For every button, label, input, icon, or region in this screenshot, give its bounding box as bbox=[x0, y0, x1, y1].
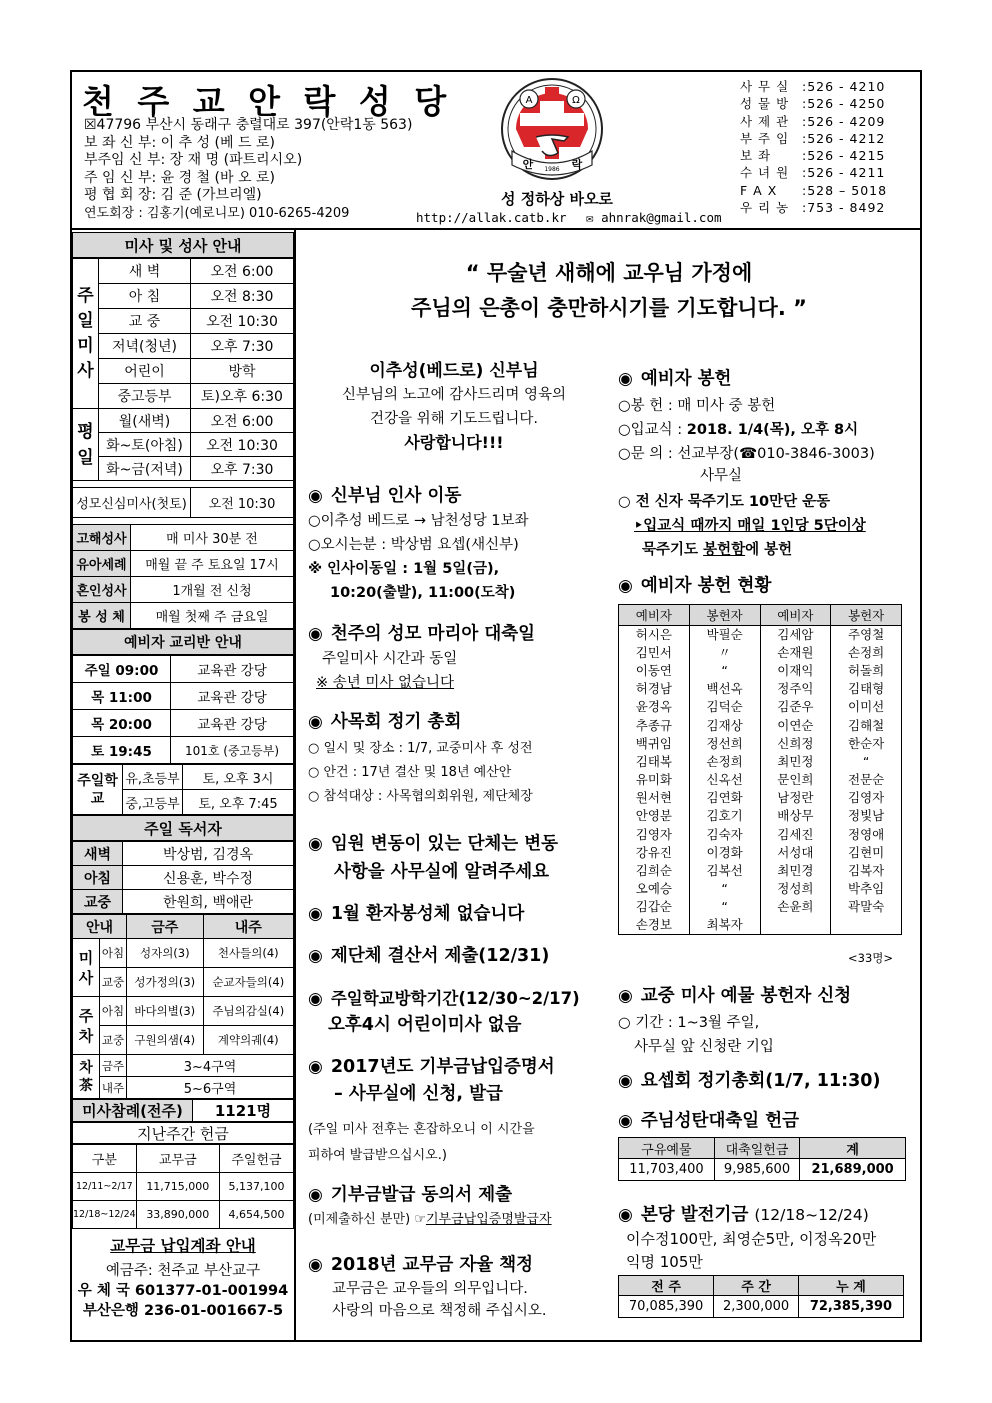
status-cell: 추종규 bbox=[619, 716, 690, 734]
status-cell: 최복자 bbox=[689, 917, 760, 935]
status-cell: 김준우 bbox=[760, 698, 831, 716]
settle-section: ◉ 제단체 결산서 제출(12/31) bbox=[308, 942, 549, 967]
status-cell: 이미선 bbox=[831, 698, 902, 716]
status-cell: 김태형 bbox=[831, 680, 902, 698]
phone-row: 수 녀 원 : 526 - 4211 bbox=[740, 165, 886, 181]
mary-section: ◉ 천주의 성모 마리아 대축일 주일미사 시간과 동일 ※ 송년 미사 없습니다 bbox=[308, 620, 535, 695]
status-cell: 안영분 bbox=[619, 807, 690, 825]
status-row bbox=[619, 735, 902, 753]
status-cell: 허경남 bbox=[619, 680, 690, 698]
status-cell: 정선희 bbox=[689, 735, 760, 753]
school-table: 주일학교 유,초등부 토, 오후 3시 중,고등부 토, 오후 7:45 bbox=[72, 764, 294, 815]
status-cell: 정성희 bbox=[760, 880, 831, 898]
consent-link[interactable]: 기부금납입증명발급자 bbox=[425, 1212, 552, 1227]
status-cell: 손정희 bbox=[831, 644, 902, 662]
xmas-table: 구유예물 대축일헌금 계 11,703,400 9,985,600 21,689,000 bbox=[618, 1137, 906, 1181]
status-row bbox=[619, 807, 902, 825]
council-section: ◉ 사목회 정기 총회 ○ 일시 및 장소 : 1/7, 교중미사 후 성전 ○ 안건 : 17년 결산 및 18년 예산안 ○ 참석대상 : 사목협의회위원, 제단체장 bbox=[308, 708, 533, 809]
status-row bbox=[619, 680, 902, 698]
priest-section: 이추성(베드로) 신부님 신부님의 노고에 감사드리며 영육의 건강을 위해 기도드립니다. 사랑합니다!!! bbox=[306, 356, 602, 456]
status-cell: 손정희 bbox=[689, 753, 760, 771]
weekday-label: 평일 bbox=[73, 409, 99, 481]
status-cell: 신희정 bbox=[760, 735, 831, 753]
status-cell: 김연화 bbox=[689, 789, 760, 807]
status-cell: 전문순 bbox=[831, 771, 902, 789]
status-row bbox=[619, 898, 902, 916]
catechism-table: 주일 09:00 교육관 강당 목 11:00 교육관 강당 목 20:00 교육관 강당 토 19:45 101호 (중고등부) bbox=[72, 655, 294, 764]
duty-table: 안내 금주 내주 미사 아침 성자의(3) 천사들의(4) 교중 성가정의(3) 순교자들의(4) 주차 아침 바다의별(3) 주님의감실(4) 교중 구원의샘(4) 계약의궤(4) 차茶 금주 3~4구역 내주 5~6구역 bbox=[72, 914, 294, 1099]
left-column bbox=[72, 232, 294, 1321]
phone-row: 우 리 농 : 753 - 8492 bbox=[740, 200, 886, 216]
staff-2: 부주임 신 부: 장 재 명 (파트리시오) bbox=[84, 152, 303, 169]
status-cell: 김갑순 bbox=[619, 898, 690, 916]
sacrament-table: 고해성사 매 미사 30분 전 유아세례 매월 끝 주 토요일 17시 혼인성사 1개월 전 신청 봉 성 체 매월 첫째 주 금요일 bbox=[72, 524, 294, 629]
catechumen-offer-section: ◉ 예비자 봉헌 ○봉 헌 : 매 미사 중 봉헌 ○입교식 : 2018. 1/4(목), 오후 8시 ○문 의 : 선교부장(☎010-3846-3003) 사무실 ○ 전 신자 묵주기도 10만단 운동 ‣입교식 때까지 매일 1인당 5단이상 묵주기도 봉헌함에 봉헌 bbox=[618, 365, 875, 562]
header bbox=[70, 70, 922, 230]
officer-section: ◉ 임원 변동이 있는 단체는 변동 사항을 사무실에 알려주세요 bbox=[308, 830, 558, 886]
priest-title: 이추성(베드로) 신부님 bbox=[369, 361, 539, 381]
logo-alpha: A bbox=[525, 95, 533, 106]
status-cell: 허돌희 bbox=[831, 662, 902, 680]
status-row bbox=[619, 753, 902, 771]
receipt-section: ◉ 2017년도 기부금납입증명서 – 사무실에 신청, 발급 (주일 미사 전후는 혼잡하오니 이 시간을 피하여 발급받으십시오.) bbox=[308, 1054, 555, 1168]
status-cell: 박필순 bbox=[689, 626, 760, 644]
status-cell: 오예승 bbox=[619, 880, 690, 898]
status-cell: “ bbox=[831, 753, 902, 771]
dues-section: ◉ 2018년 교무금 자율 책정 교무금은 교우들의 의무입니다. 사랑의 마음으로 책정해 주십시오. bbox=[308, 1251, 547, 1322]
status-cell bbox=[831, 917, 902, 935]
status-cell: 〃 bbox=[689, 644, 760, 662]
status-cell: “ bbox=[689, 880, 760, 898]
move-title: ◉ 신부님 인사 이동 bbox=[308, 482, 529, 507]
joseph-section: ◉ 요셉회 정기총회(1/7, 11:30) bbox=[618, 1067, 880, 1092]
status-row bbox=[619, 771, 902, 789]
vacation-section: ◉ 주일학교방학기간(12/30~2/17) 오후4시 어린이미사 없음 bbox=[308, 986, 580, 1038]
sick-section: ◉ 1월 환자봉성체 없습니다 bbox=[308, 900, 524, 925]
status-row bbox=[619, 716, 902, 734]
status-cell: 김영자 bbox=[831, 789, 902, 807]
status-cell: 김민서 bbox=[619, 644, 690, 662]
catechism-title: 예비자 교리반 안내 bbox=[72, 629, 294, 655]
status-row bbox=[619, 917, 902, 935]
parish-title: 천 주 교 안 락 성 당 bbox=[82, 82, 453, 121]
status-cell: 곽말숙 bbox=[831, 898, 902, 916]
status-cell: 김덕순 bbox=[689, 698, 760, 716]
status-cell: 김태복 bbox=[619, 753, 690, 771]
account-post: 우 체 국 601377-01-001994 bbox=[77, 1283, 289, 1299]
account-title: 교무금 납입계좌 안내 bbox=[110, 1237, 256, 1255]
status-cell: 강유진 bbox=[619, 844, 690, 862]
status-cell: 허시은 bbox=[619, 626, 690, 644]
logo-year: 1986 bbox=[544, 166, 560, 173]
status-cell: 김영자 bbox=[619, 826, 690, 844]
status-cell: 김현미 bbox=[831, 844, 902, 862]
status-cell: 최민정 bbox=[760, 753, 831, 771]
status-cell bbox=[760, 917, 831, 935]
status-cell: 김호기 bbox=[689, 807, 760, 825]
phone-row: 사 무 실 : 526 - 4210 bbox=[740, 79, 886, 94]
staff-4: 평 협 회 장: 김 준 (가브리엘) bbox=[84, 187, 262, 204]
status-cell: 원서현 bbox=[619, 789, 690, 807]
attendance: 미사참례(전주) 1121명 bbox=[72, 1099, 294, 1122]
status-cell: 손경보 bbox=[619, 917, 690, 935]
status-cell: 김복자 bbox=[831, 862, 902, 880]
status-row bbox=[619, 862, 902, 880]
status-cell: 신옥선 bbox=[689, 771, 760, 789]
status-cell: 이동연 bbox=[619, 662, 690, 680]
website-link[interactable]: http://allak.catb.kr bbox=[416, 210, 567, 225]
phone-list bbox=[740, 78, 887, 216]
mass-table: 주일미사 새 벽 오전 6:00 아 침 오전 8:30 교 중 오전 10:30 저녁(청년) 오후 7:30 어린이 방학 중고등부 토)오후 6:30 평일 월(새벽) 오전 6:00 화~토(아침) 오전 10:30 화~금(저녁) 오후 7:30 bbox=[72, 258, 294, 481]
account-holder: 예금주: 천주교 부산교구 bbox=[105, 1263, 261, 1279]
status-count: <33명> bbox=[848, 951, 894, 965]
status-cell: 주영철 bbox=[831, 626, 902, 644]
readers-title: 주일 독서자 bbox=[72, 815, 294, 841]
offering-table: 구분 교무금 주일헌금 12/11~2/17 11,715,000 5,137,100 12/18~12/24 33,890,000 4,654,500 bbox=[72, 1144, 294, 1229]
status-table: 예비자 봉헌자 예비자 봉헌자 허시은 박필순 김세암 주영철 김민서 〃 손재원 손정희 이동연 “ 이재익 허돌희 허경남 백선옥 정주익 김태형 윤경옥 김덕순 김준우 이미선 추종규 김재상 이연순 김해철 백귀임 정선희 신희정 한순자 김태복 손정희 최민정 “ 유미화 신옥선 문인희 전문순 원서현 김연화 남정란 김영자 안영분 김호기 배상무 정빛남 김영자 김숙자 김세진 정영애 강유진 이경화 서성대 김현미 김희순 김복선 최민경 김복자 오예승 “ 정성희 박추임 김갑순 “ 손윤희 곽말숙 손경보 최복자 bbox=[618, 604, 902, 935]
youth-leader: 연도회장 : 김홍기(예로니모) 010-6265-4209 bbox=[84, 205, 350, 221]
status-cell: “ bbox=[689, 662, 760, 680]
patron-saint: 성 정하상 바오로 bbox=[501, 190, 613, 208]
status-cell: 정빛남 bbox=[831, 807, 902, 825]
gift-section: ◉ 교중 미사 예물 봉헌자 신청 ○ 기간 : 1~3월 주일, 사무실 앞 신청란 기입 bbox=[618, 982, 851, 1059]
status-cell: 김복선 bbox=[689, 862, 760, 880]
phone-row: F A X : 528 – 5018 bbox=[740, 182, 888, 198]
move-section: ◉ 신부님 인사 이동 ○이추성 베드로 → 남천성당 1보좌 ○오시는분 : 박상범 요셉(새신부) ※ 인사이동일 : 1월 5일(금), 10:20(출발), 11:00(도착) bbox=[308, 482, 529, 605]
status-cell: 백선옥 bbox=[689, 680, 760, 698]
status-row bbox=[619, 644, 902, 662]
status-row bbox=[619, 789, 902, 807]
readers-table: 새벽 박상범, 김경옥 아침 신용훈, 박수정 교중 한원희, 백애란 bbox=[72, 841, 294, 914]
status-cell: 정영애 bbox=[831, 826, 902, 844]
status-cell: 손윤희 bbox=[760, 898, 831, 916]
logo-right: 락 bbox=[571, 158, 583, 171]
heart-mass: 성모신심미사(첫토) 오전 10:30 bbox=[72, 487, 294, 518]
offering-title: 지난주간 헌금 bbox=[72, 1122, 294, 1144]
status-row bbox=[619, 880, 902, 898]
address: ☒47796 부산시 동래구 충렬대로 397(안락1동 563) bbox=[84, 117, 413, 133]
status-cell: 문인희 bbox=[760, 771, 831, 789]
phone-row: 사 제 관 : 526 - 4209 bbox=[740, 113, 886, 129]
fund-table: 전 주 주 간 누 계 70,085,390 2,300,000 72,385,390 bbox=[618, 1275, 904, 1318]
status-cell: 박추임 bbox=[831, 880, 902, 898]
status-cell: 이경화 bbox=[689, 844, 760, 862]
staff-1: 보 좌 신 부: 이 추 성 (베 드 로) bbox=[84, 134, 275, 151]
xmas-section: ◉ 주님성탄대축일 헌금 bbox=[618, 1107, 799, 1132]
status-cell: “ bbox=[689, 898, 760, 916]
school-label: 주일학교 bbox=[73, 765, 123, 815]
status-cell: 이연순 bbox=[760, 716, 831, 734]
status-cell: 유미화 bbox=[619, 771, 690, 789]
status-cell: 김해철 bbox=[831, 716, 902, 734]
status-title-wrap: ◉ 예비자 봉헌 현황 bbox=[618, 572, 771, 597]
status-cell: 배상무 bbox=[760, 807, 831, 825]
phone-row: 보 좌 : 526 - 4215 bbox=[740, 148, 886, 164]
logo-omega: Ω bbox=[572, 95, 580, 106]
status-cell: 윤경옥 bbox=[619, 698, 690, 716]
consent-section: ◉ 기부금발급 동의서 제출 (미제출하신 분만) ☞기부금납입증명발급자 bbox=[308, 1181, 552, 1232]
column-divider bbox=[294, 230, 296, 1342]
sunday-label: 주일미사 bbox=[73, 259, 99, 409]
account-bank: 부산은행 236-01-001667-5 bbox=[82, 1303, 284, 1319]
status-cell: 김재상 bbox=[689, 716, 760, 734]
banner: “ 무술년 새해에 교우님 가정에 주님의 은총이 충만하시기를 기도합니다. ” bbox=[411, 261, 807, 320]
mass-title: 미사 및 성사 안내 bbox=[72, 232, 294, 258]
status-cell: 한순자 bbox=[831, 735, 902, 753]
status-cell: 손재원 bbox=[760, 644, 831, 662]
status-cell: 서성대 bbox=[760, 844, 831, 862]
status-cell: 최민경 bbox=[760, 862, 831, 880]
status-row bbox=[619, 826, 902, 844]
status-cell: 정주익 bbox=[760, 680, 831, 698]
status-cell: 이재익 bbox=[760, 662, 831, 680]
header-info bbox=[84, 117, 412, 223]
status-cell: 김희순 bbox=[619, 862, 690, 880]
phone-row: 성 물 방 : 526 - 4250 bbox=[740, 96, 886, 112]
contact-web bbox=[416, 210, 722, 225]
status-cell: 남정란 bbox=[760, 789, 831, 807]
status-cell: 김세암 bbox=[760, 626, 831, 644]
parish-logo-icon bbox=[498, 77, 606, 185]
status-row bbox=[619, 844, 902, 862]
status-cell: 김세진 bbox=[760, 826, 831, 844]
status-cell: 김숙자 bbox=[689, 826, 760, 844]
status-row bbox=[619, 698, 902, 716]
status-cell: 백귀임 bbox=[619, 735, 690, 753]
logo-left: 안 bbox=[522, 158, 534, 171]
status-row bbox=[619, 626, 902, 644]
staff-3: 주 임 신 부: 윤 경 철 (바 오 로) bbox=[84, 169, 275, 186]
phone-row: 부 주 임 : 526 - 4212 bbox=[740, 130, 886, 146]
email-link[interactable]: ✉ ahnrak@gmail.com bbox=[586, 210, 722, 225]
status-row bbox=[619, 662, 902, 680]
fund-section: ◉ 본당 발전기금 (12/18~12/24) 이수정100만, 최영순5만, 이정옥20만 익명 105만 bbox=[618, 1201, 876, 1274]
